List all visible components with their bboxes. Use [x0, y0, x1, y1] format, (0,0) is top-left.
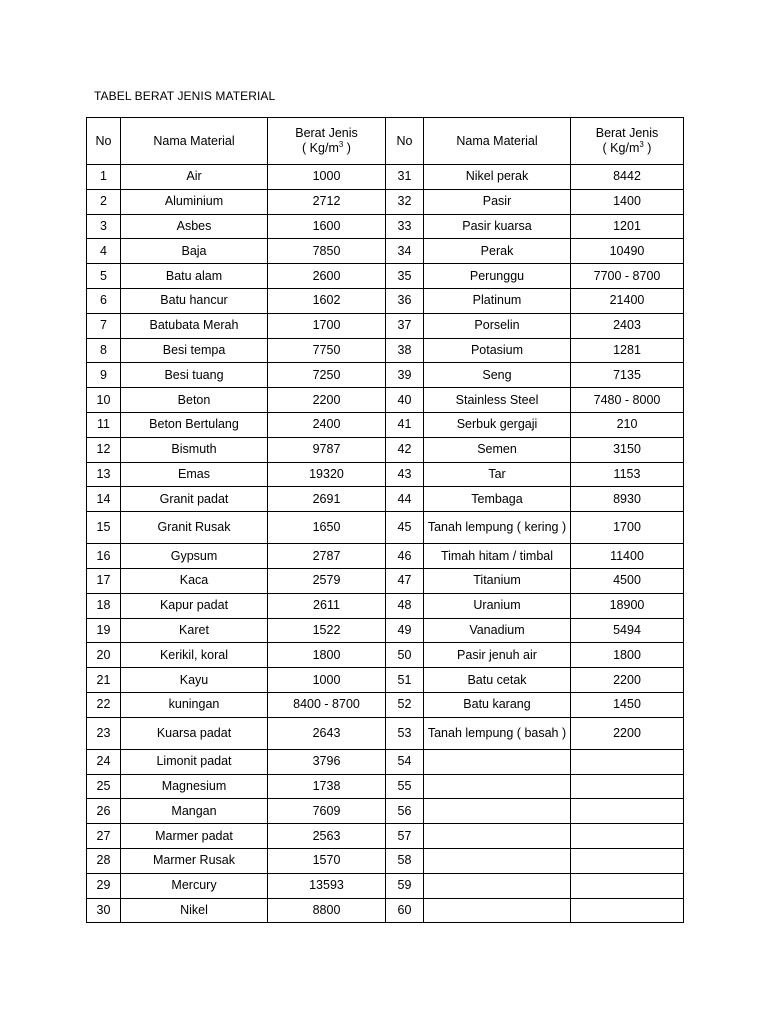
table-row — [87, 487, 684, 512]
cell-density — [571, 774, 684, 799]
cell-material-name: Pasir kuarsa — [424, 214, 571, 239]
table-row — [87, 437, 684, 462]
cell-material-name: Bismuth — [121, 437, 268, 462]
table-row — [87, 313, 684, 338]
cell-no: 52 — [386, 692, 424, 717]
cell-material-name — [424, 799, 571, 824]
cell-material-name: Perunggu — [424, 264, 571, 289]
cell-no: 51 — [386, 668, 424, 693]
cell-no: 58 — [386, 848, 424, 873]
cell-no: 28 — [87, 848, 121, 873]
cell-material-name: Platinum — [424, 288, 571, 313]
cell-no: 43 — [386, 462, 424, 487]
cell-material-name: Granit Rusak — [121, 512, 268, 544]
table-row — [87, 774, 684, 799]
cell-density: 2600 — [268, 264, 386, 289]
cell-density: 8400 - 8700 — [268, 692, 386, 717]
cell-no: 8 — [87, 338, 121, 363]
table-row — [87, 363, 684, 388]
unit-post: ) — [343, 141, 351, 155]
cell-density: 8930 — [571, 487, 684, 512]
cell-density: 2712 — [268, 189, 386, 214]
cell-density: 2200 — [268, 388, 386, 413]
cell-density: 1800 — [268, 643, 386, 668]
cell-material-name: Tanah lempung ( basah ) — [424, 717, 571, 749]
cell-no: 36 — [386, 288, 424, 313]
cell-material-name: Asbes — [121, 214, 268, 239]
cell-no: 27 — [87, 824, 121, 849]
cell-material-name: Batu karang — [424, 692, 571, 717]
cell-density: 1800 — [571, 643, 684, 668]
cell-material-name: Marmer padat — [121, 824, 268, 849]
cell-material-name: Kaca — [121, 568, 268, 593]
cell-material-name: Aluminium — [121, 189, 268, 214]
cell-no: 2 — [87, 189, 121, 214]
cell-material-name: Tembaga — [424, 487, 571, 512]
cell-no: 53 — [386, 717, 424, 749]
cell-material-name — [424, 898, 571, 923]
cell-material-name: Pasir jenuh air — [424, 643, 571, 668]
cell-no: 24 — [87, 749, 121, 774]
table-row — [87, 568, 684, 593]
cell-density: 3150 — [571, 437, 684, 462]
cell-no: 38 — [386, 338, 424, 363]
cell-no: 26 — [87, 799, 121, 824]
cell-density: 2400 — [268, 412, 386, 437]
cell-no: 20 — [87, 643, 121, 668]
cell-density: 1000 — [268, 165, 386, 190]
cell-density: 2611 — [268, 593, 386, 618]
cell-material-name: Mercury — [121, 873, 268, 898]
header-nama-right: Nama Material — [424, 118, 571, 165]
cell-material-name: Batu cetak — [424, 668, 571, 693]
cell-no: 7 — [87, 313, 121, 338]
table-row — [87, 264, 684, 289]
cell-material-name: Karet — [121, 618, 268, 643]
cell-density: 3796 — [268, 749, 386, 774]
cell-density: 1700 — [571, 512, 684, 544]
cell-density — [571, 898, 684, 923]
cell-no: 16 — [87, 544, 121, 569]
cell-material-name: Vanadium — [424, 618, 571, 643]
cell-density: 7609 — [268, 799, 386, 824]
cell-material-name — [424, 824, 571, 849]
cell-no: 54 — [386, 749, 424, 774]
table-row — [87, 165, 684, 190]
cell-material-name: kuningan — [121, 692, 268, 717]
table-row — [87, 544, 684, 569]
cell-density: 1570 — [268, 848, 386, 873]
unit-pre: ( Kg/m — [302, 141, 339, 155]
cell-no: 37 — [386, 313, 424, 338]
page-title: TABEL BERAT JENIS MATERIAL — [94, 89, 276, 103]
table-row — [87, 462, 684, 487]
cell-material-name: Kerikil, koral — [121, 643, 268, 668]
cell-density: 1600 — [268, 214, 386, 239]
cell-no: 19 — [87, 618, 121, 643]
cell-material-name: Magnesium — [121, 774, 268, 799]
table-row — [87, 717, 684, 749]
cell-no: 59 — [386, 873, 424, 898]
cell-density: 7750 — [268, 338, 386, 363]
cell-material-name: Uranium — [424, 593, 571, 618]
table-row — [87, 824, 684, 849]
table-row — [87, 848, 684, 873]
cell-no: 32 — [386, 189, 424, 214]
cell-no: 30 — [87, 898, 121, 923]
cell-no: 40 — [386, 388, 424, 413]
header-berat-label: Berat Jenis — [595, 126, 659, 140]
cell-no: 46 — [386, 544, 424, 569]
header-berat-right — [571, 118, 684, 165]
cell-material-name: Batu alam — [121, 264, 268, 289]
cell-no: 29 — [87, 873, 121, 898]
cell-density: 210 — [571, 412, 684, 437]
cell-no: 21 — [87, 668, 121, 693]
cell-no: 57 — [386, 824, 424, 849]
header-berat-unit — [573, 141, 681, 156]
cell-material-name: Nikel perak — [424, 165, 571, 190]
cell-density: 10490 — [571, 239, 684, 264]
cell-density: 1000 — [268, 668, 386, 693]
unit-sup: 3 — [338, 139, 344, 149]
cell-density: 1450 — [571, 692, 684, 717]
cell-density: 1400 — [571, 189, 684, 214]
cell-no: 1 — [87, 165, 121, 190]
cell-material-name: Porselin — [424, 313, 571, 338]
table-row — [87, 799, 684, 824]
cell-no: 39 — [386, 363, 424, 388]
table-row — [87, 593, 684, 618]
cell-material-name: Baja — [121, 239, 268, 264]
cell-density: 8800 — [268, 898, 386, 923]
cell-density — [571, 873, 684, 898]
cell-material-name: Beton — [121, 388, 268, 413]
cell-density: 7700 - 8700 — [571, 264, 684, 289]
cell-material-name: Batu hancur — [121, 288, 268, 313]
header-no-left: No — [87, 118, 121, 165]
cell-material-name: Serbuk gergaji — [424, 412, 571, 437]
table-row — [87, 338, 684, 363]
unit-pre: ( Kg/m — [602, 141, 640, 155]
cell-density: 2563 — [268, 824, 386, 849]
cell-density — [571, 824, 684, 849]
cell-density: 18900 — [571, 593, 684, 618]
cell-material-name: Besi tuang — [121, 363, 268, 388]
cell-density: 1602 — [268, 288, 386, 313]
cell-material-name: Batubata Merah — [121, 313, 268, 338]
cell-density: 1281 — [571, 338, 684, 363]
cell-no: 49 — [386, 618, 424, 643]
cell-material-name: Semen — [424, 437, 571, 462]
cell-density — [571, 749, 684, 774]
table-row — [87, 214, 684, 239]
cell-no: 35 — [386, 264, 424, 289]
table-row — [87, 618, 684, 643]
table-row — [87, 643, 684, 668]
cell-no: 4 — [87, 239, 121, 264]
cell-no: 12 — [87, 437, 121, 462]
unit-post: ) — [643, 141, 652, 155]
table-row — [87, 692, 684, 717]
cell-no: 48 — [386, 593, 424, 618]
table-row — [87, 668, 684, 693]
cell-material-name: Kuarsa padat — [121, 717, 268, 749]
table-row — [87, 412, 684, 437]
cell-no: 18 — [87, 593, 121, 618]
unit-sup: 3 — [639, 139, 644, 149]
cell-material-name: Kapur padat — [121, 593, 268, 618]
cell-no: 60 — [386, 898, 424, 923]
cell-density: 2579 — [268, 568, 386, 593]
cell-material-name: Granit padat — [121, 487, 268, 512]
cell-density: 19320 — [268, 462, 386, 487]
cell-density: 1522 — [268, 618, 386, 643]
header-berat-left — [268, 118, 386, 165]
table-row — [87, 873, 684, 898]
table-row — [87, 189, 684, 214]
cell-material-name: Tar — [424, 462, 571, 487]
cell-density: 5494 — [571, 618, 684, 643]
cell-material-name: Seng — [424, 363, 571, 388]
cell-density: 2200 — [571, 717, 684, 749]
cell-no: 13 — [87, 462, 121, 487]
cell-no: 45 — [386, 512, 424, 544]
cell-no: 50 — [386, 643, 424, 668]
cell-no: 9 — [87, 363, 121, 388]
cell-density — [571, 848, 684, 873]
cell-no: 6 — [87, 288, 121, 313]
cell-density: 21400 — [571, 288, 684, 313]
cell-no: 23 — [87, 717, 121, 749]
table-row — [87, 512, 684, 544]
cell-density: 11400 — [571, 544, 684, 569]
cell-material-name: Nikel — [121, 898, 268, 923]
cell-material-name: Besi tempa — [121, 338, 268, 363]
cell-density: 2403 — [571, 313, 684, 338]
cell-no: 55 — [386, 774, 424, 799]
cell-material-name: Kayu — [121, 668, 268, 693]
cell-no: 56 — [386, 799, 424, 824]
cell-material-name: Perak — [424, 239, 571, 264]
cell-material-name: Tanah lempung ( kering ) — [424, 512, 571, 544]
cell-no: 42 — [386, 437, 424, 462]
cell-density: 2787 — [268, 544, 386, 569]
cell-no: 10 — [87, 388, 121, 413]
cell-density: 7135 — [571, 363, 684, 388]
cell-material-name — [424, 873, 571, 898]
cell-no: 25 — [87, 774, 121, 799]
header-no-right: No — [386, 118, 424, 165]
material-density-table — [86, 117, 684, 923]
cell-material-name: Pasir — [424, 189, 571, 214]
cell-material-name: Timah hitam / timbal — [424, 544, 571, 569]
cell-material-name: Mangan — [121, 799, 268, 824]
cell-density: 2200 — [571, 668, 684, 693]
cell-material-name: Beton Bertulang — [121, 412, 268, 437]
cell-density: 1201 — [571, 214, 684, 239]
cell-no: 22 — [87, 692, 121, 717]
cell-material-name — [424, 848, 571, 873]
cell-density — [571, 799, 684, 824]
cell-no: 31 — [386, 165, 424, 190]
cell-material-name: Air — [121, 165, 268, 190]
cell-density: 7480 - 8000 — [571, 388, 684, 413]
cell-density: 8442 — [571, 165, 684, 190]
cell-density: 7850 — [268, 239, 386, 264]
table-row — [87, 239, 684, 264]
cell-no: 41 — [386, 412, 424, 437]
cell-material-name: Potasium — [424, 338, 571, 363]
cell-density: 1700 — [268, 313, 386, 338]
cell-no: 17 — [87, 568, 121, 593]
table-row — [87, 898, 684, 923]
cell-density: 1738 — [268, 774, 386, 799]
cell-density: 9787 — [268, 437, 386, 462]
cell-material-name: Limonit padat — [121, 749, 268, 774]
cell-density: 1153 — [571, 462, 684, 487]
cell-no: 5 — [87, 264, 121, 289]
cell-density: 13593 — [268, 873, 386, 898]
cell-no: 44 — [386, 487, 424, 512]
cell-density: 2643 — [268, 717, 386, 749]
cell-density: 1650 — [268, 512, 386, 544]
cell-density: 7250 — [268, 363, 386, 388]
cell-no: 3 — [87, 214, 121, 239]
header-nama-left: Nama Material — [121, 118, 268, 165]
cell-density: 2691 — [268, 487, 386, 512]
cell-material-name: Emas — [121, 462, 268, 487]
cell-density: 4500 — [571, 568, 684, 593]
cell-material-name: Marmer Rusak — [121, 848, 268, 873]
cell-material-name: Titanium — [424, 568, 571, 593]
cell-material-name: Stainless Steel — [424, 388, 571, 413]
header-berat-label: Berat Jenis — [295, 126, 358, 140]
header-berat-unit — [270, 141, 383, 156]
table-row — [87, 388, 684, 413]
table-body — [87, 165, 684, 923]
cell-no: 47 — [386, 568, 424, 593]
cell-no: 15 — [87, 512, 121, 544]
cell-no: 14 — [87, 487, 121, 512]
cell-no: 34 — [386, 239, 424, 264]
cell-material-name — [424, 774, 571, 799]
table-row — [87, 749, 684, 774]
cell-material-name: Gypsum — [121, 544, 268, 569]
table-row — [87, 288, 684, 313]
cell-no: 33 — [386, 214, 424, 239]
table-header-row — [87, 118, 684, 165]
cell-no: 11 — [87, 412, 121, 437]
cell-material-name — [424, 749, 571, 774]
